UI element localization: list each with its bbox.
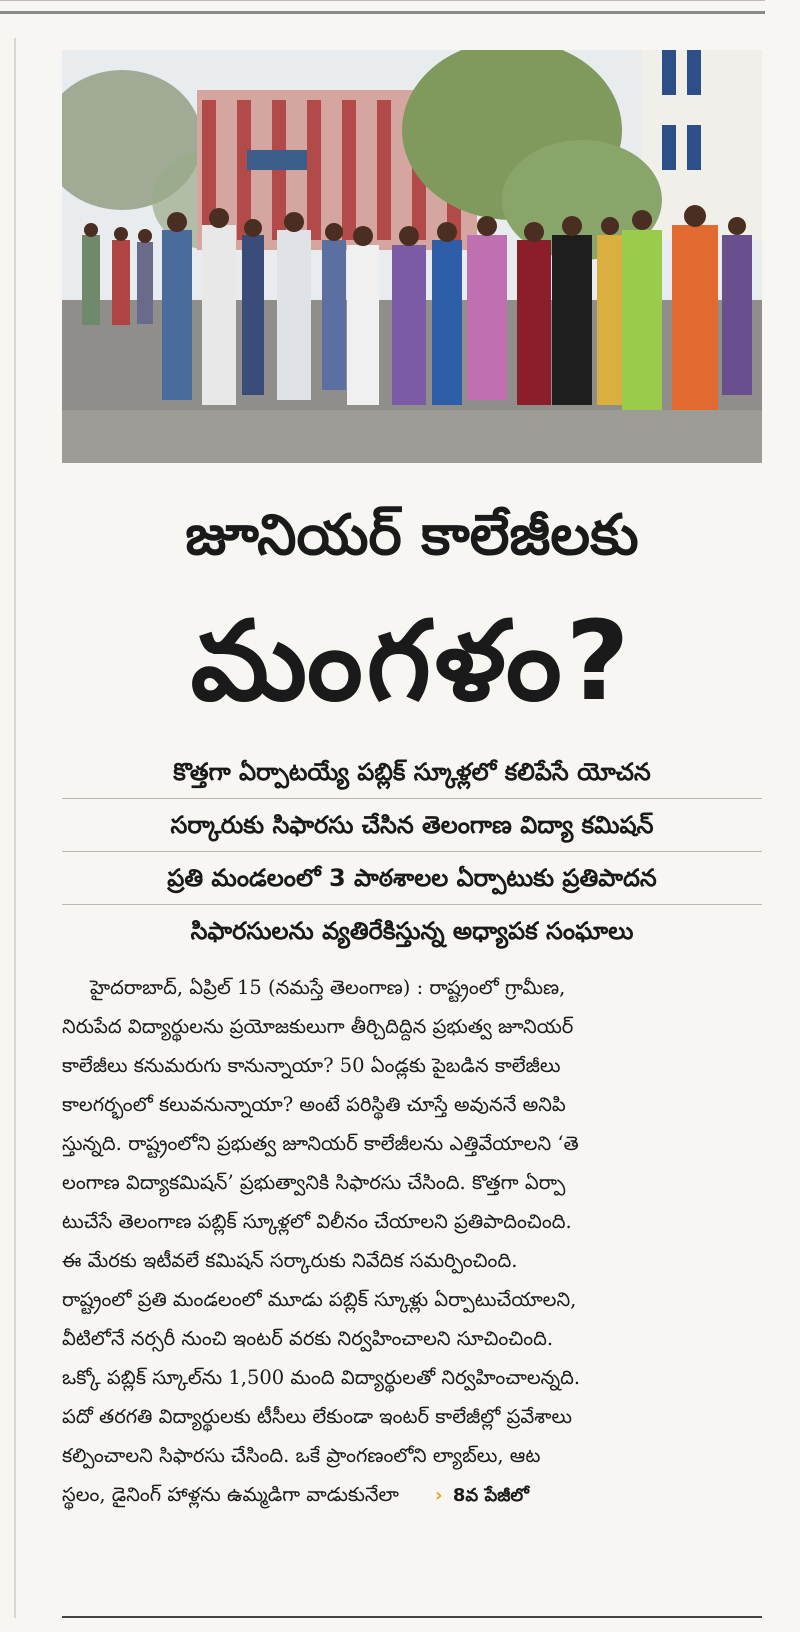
students-walking-photo	[62, 50, 762, 463]
subheading-4: సిఫారసులను వ్యతిరేకిస్తున్న అధ్యాపక సంఘాలు	[190, 917, 634, 945]
body-line-text: స్థలం, డైనింగ్ హాళ్లను ఉమ్మడిగా వాడుకునేలా	[62, 1483, 399, 1506]
body-line: వీటిలోనే నర్సరీ నుంచి ఇంటర్ వరకు నిర్వహించాలని సూచించింది.	[62, 1327, 554, 1350]
body-line: రాష్ట్రంలో ప్రతి మండలంలో మూడు పబ్లిక్ స్కూళ్లు ఏర్పాటుచేయాలని,	[62, 1288, 577, 1311]
body-line: లంగాణ విద్యాకమిషన్’ ప్రభుత్వానికి సిఫారసు చేసింది. కొత్తగా ఏర్పా	[62, 1171, 566, 1194]
continuation-text: 8వ పేజీలో	[452, 1485, 529, 1506]
bottom-rule	[62, 1616, 762, 1618]
headline-line-2: మంగళం?	[190, 597, 634, 725]
subheadings	[62, 746, 762, 957]
news-photo	[62, 50, 762, 463]
continuation-link[interactable]	[435, 1485, 529, 1506]
column-divider	[14, 38, 16, 1618]
body-line: కల్పించాలని సిఫారసు చేసింది. ఒకే ప్రాంగణంలోని ల్యాబ్‌లు, ఆట	[62, 1444, 541, 1467]
body-line: టుచేసే తెలంగాణ పబ్లిక్ స్కూళ్లలో విలీనం చేయాలని ప్రతిపాదించింది.	[62, 1210, 572, 1233]
top-rule	[0, 0, 765, 14]
subheading-3: ప్రతి మండలంలో 3 పాఠశాలల ఏర్పాటుకు ప్రతిపాదన	[62, 852, 762, 905]
body-line: ఈ మేరకు ఇటీవలే కమిషన్ సర్కారుకు నివేదిక సమర్పించింది.	[62, 1249, 518, 1272]
body-line: హైదరాబాద్, ఏప్రిల్ 15 (నమస్తే తెలంగాణ) : రాష్ట్రంలో గ్రామీణ,	[90, 976, 566, 999]
body-line: స్తున్నది. రాష్ట్రంలోని ప్రభుత్వ జూనియర్ కాలేజీలను ఎత్తివేయాలని ‘తె	[62, 1132, 579, 1155]
article-body	[62, 968, 762, 1608]
body-line-last	[62, 1475, 762, 1514]
body-line: నిరుపేద విద్యార్థులను ప్రయోజకులుగా తీర్చిదిద్దిన ప్రభుత్వ జూనియర్	[62, 1015, 574, 1038]
body-line: ఒక్కో పబ్లిక్ స్కూల్‌ను 1,500 మంది విద్యార్థులతో నిర్వహించాలన్నది.	[62, 1366, 581, 1389]
body-line: కాలేజీలు కనుమరుగు కానున్నాయా? 50 ఏండ్లకు పైబడిన కాలేజీలు	[62, 1054, 561, 1077]
body-line: పదో తరగతి విద్యార్థులకు టీసీలు లేకుండా ఇంటర్ కాలేజీల్లో ప్రవేశాలు	[62, 1405, 573, 1428]
body-line: కాలగర్భంలో కలువనున్నాయా? అంటే పరిస్థితి చూస్తే అవుననే అనిపి	[62, 1093, 566, 1116]
headline-line-1: జూనియర్ కాలేజీలకు	[185, 503, 639, 568]
subheading-2: సర్కారుకు సిఫారసు చేసిన తెలంగాణ విద్యా కమిషన్	[62, 799, 762, 852]
subheading-1: కొత్తగా ఏర్పాటయ్యే పబ్లిక్ స్కూళ్లలో కలిపేసే యోచన	[62, 746, 762, 799]
chevron-right-icon: ›	[435, 1485, 443, 1506]
